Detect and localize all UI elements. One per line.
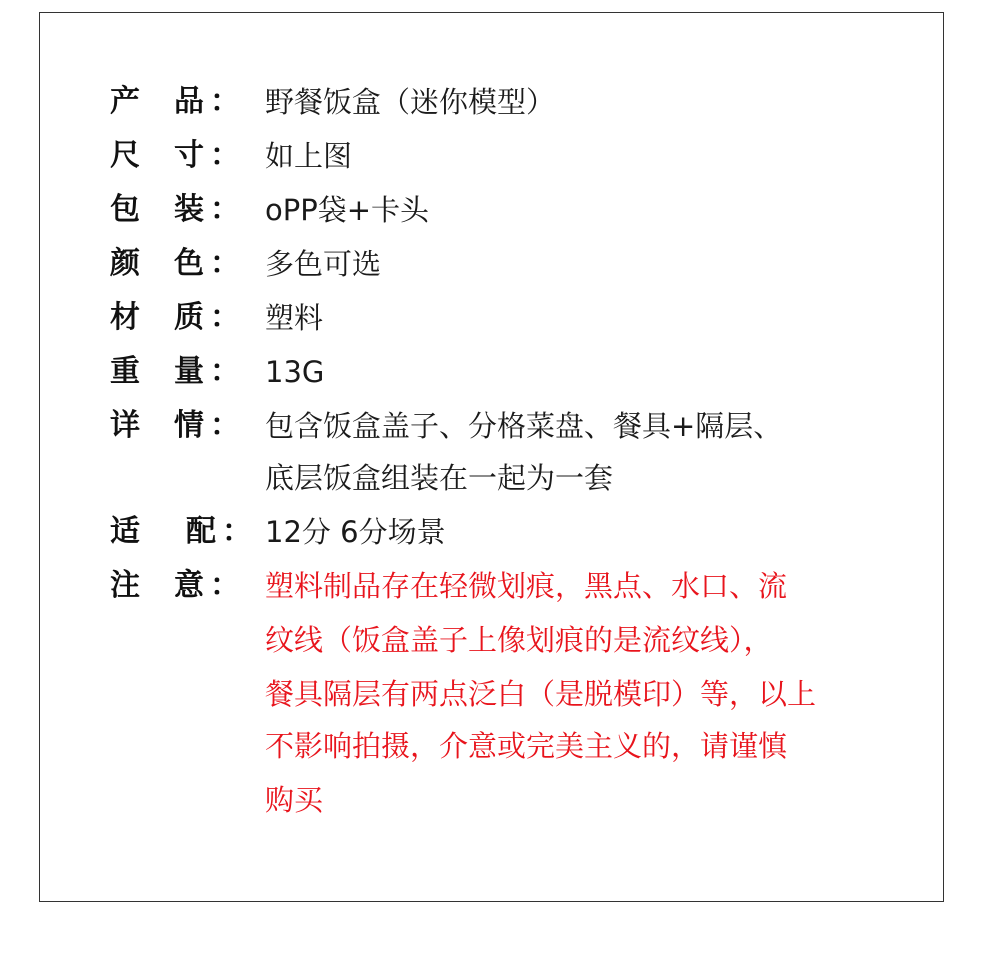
- spec-label: [110, 136, 250, 176]
- spec-label: [110, 352, 250, 392]
- label-char-2: 配: [186, 514, 216, 549]
- notice-continuation: 纹线（饭盒盖子上像划痕的是流纹线），: [265, 623, 773, 657]
- notice-continuation: 餐具隔层有两点泛白（是脱模印）等，以上: [265, 677, 817, 711]
- label-char-2: 寸: [174, 138, 204, 173]
- label-char-1: 尺: [110, 138, 140, 173]
- spec-value: 野餐饭盒（迷你模型）: [265, 85, 556, 119]
- label-char-1: 包: [110, 192, 140, 227]
- notice-text: 塑料制品存在轻微划痕，黑点、水口、流: [265, 569, 788, 603]
- spec-label: [110, 244, 250, 284]
- label-colon: ：: [210, 300, 240, 335]
- label-char-1: 重: [110, 354, 140, 389]
- label-char-1: 注: [110, 568, 140, 603]
- label-colon: ：: [222, 514, 252, 549]
- label-colon: ：: [210, 408, 240, 443]
- spec-value: 12分 6分场景: [265, 515, 446, 549]
- label-char-1: 产: [110, 84, 140, 119]
- spec-label: [110, 406, 250, 446]
- label-char-2: 装: [174, 192, 204, 227]
- label-char-2: 色: [174, 246, 204, 281]
- spec-label: [110, 190, 250, 230]
- label-colon: ：: [210, 354, 240, 389]
- label-colon: ：: [210, 84, 240, 119]
- label-char-1: 详: [110, 408, 140, 443]
- label-char-2: 品: [174, 84, 204, 119]
- label-colon: ：: [210, 568, 240, 603]
- spec-value: 如上图: [265, 139, 353, 173]
- spec-value: 多色可选: [265, 247, 382, 281]
- spec-label: [110, 566, 250, 606]
- label-char-2: 情: [174, 408, 204, 443]
- notice-continuation: 不影响拍摄，介意或完美主义的，请谨慎: [265, 729, 788, 763]
- label-colon: ：: [210, 192, 240, 227]
- spec-value: 包含饭盒盖子、分格菜盘、餐具+隔层、: [265, 409, 783, 443]
- label-char-2: 量: [174, 354, 204, 389]
- spec-value: oPP袋+卡头: [265, 193, 430, 227]
- spec-label: [110, 298, 250, 338]
- label-char-2: 质: [174, 300, 204, 335]
- label-colon: ：: [210, 138, 240, 173]
- spec-label: [110, 82, 250, 122]
- spec-label: [110, 512, 250, 552]
- label-colon: ：: [210, 246, 240, 281]
- details-continuation: 底层饭盒组装在一起为一套: [265, 461, 614, 495]
- label-char-1: 颜: [110, 246, 140, 281]
- notice-continuation: 购买: [265, 783, 324, 817]
- spec-value: 塑料: [265, 301, 324, 335]
- label-char-2: 意: [174, 568, 204, 603]
- label-char-1: 材: [110, 300, 140, 335]
- label-char-1: 适: [110, 514, 140, 549]
- spec-value: 13G: [265, 355, 325, 389]
